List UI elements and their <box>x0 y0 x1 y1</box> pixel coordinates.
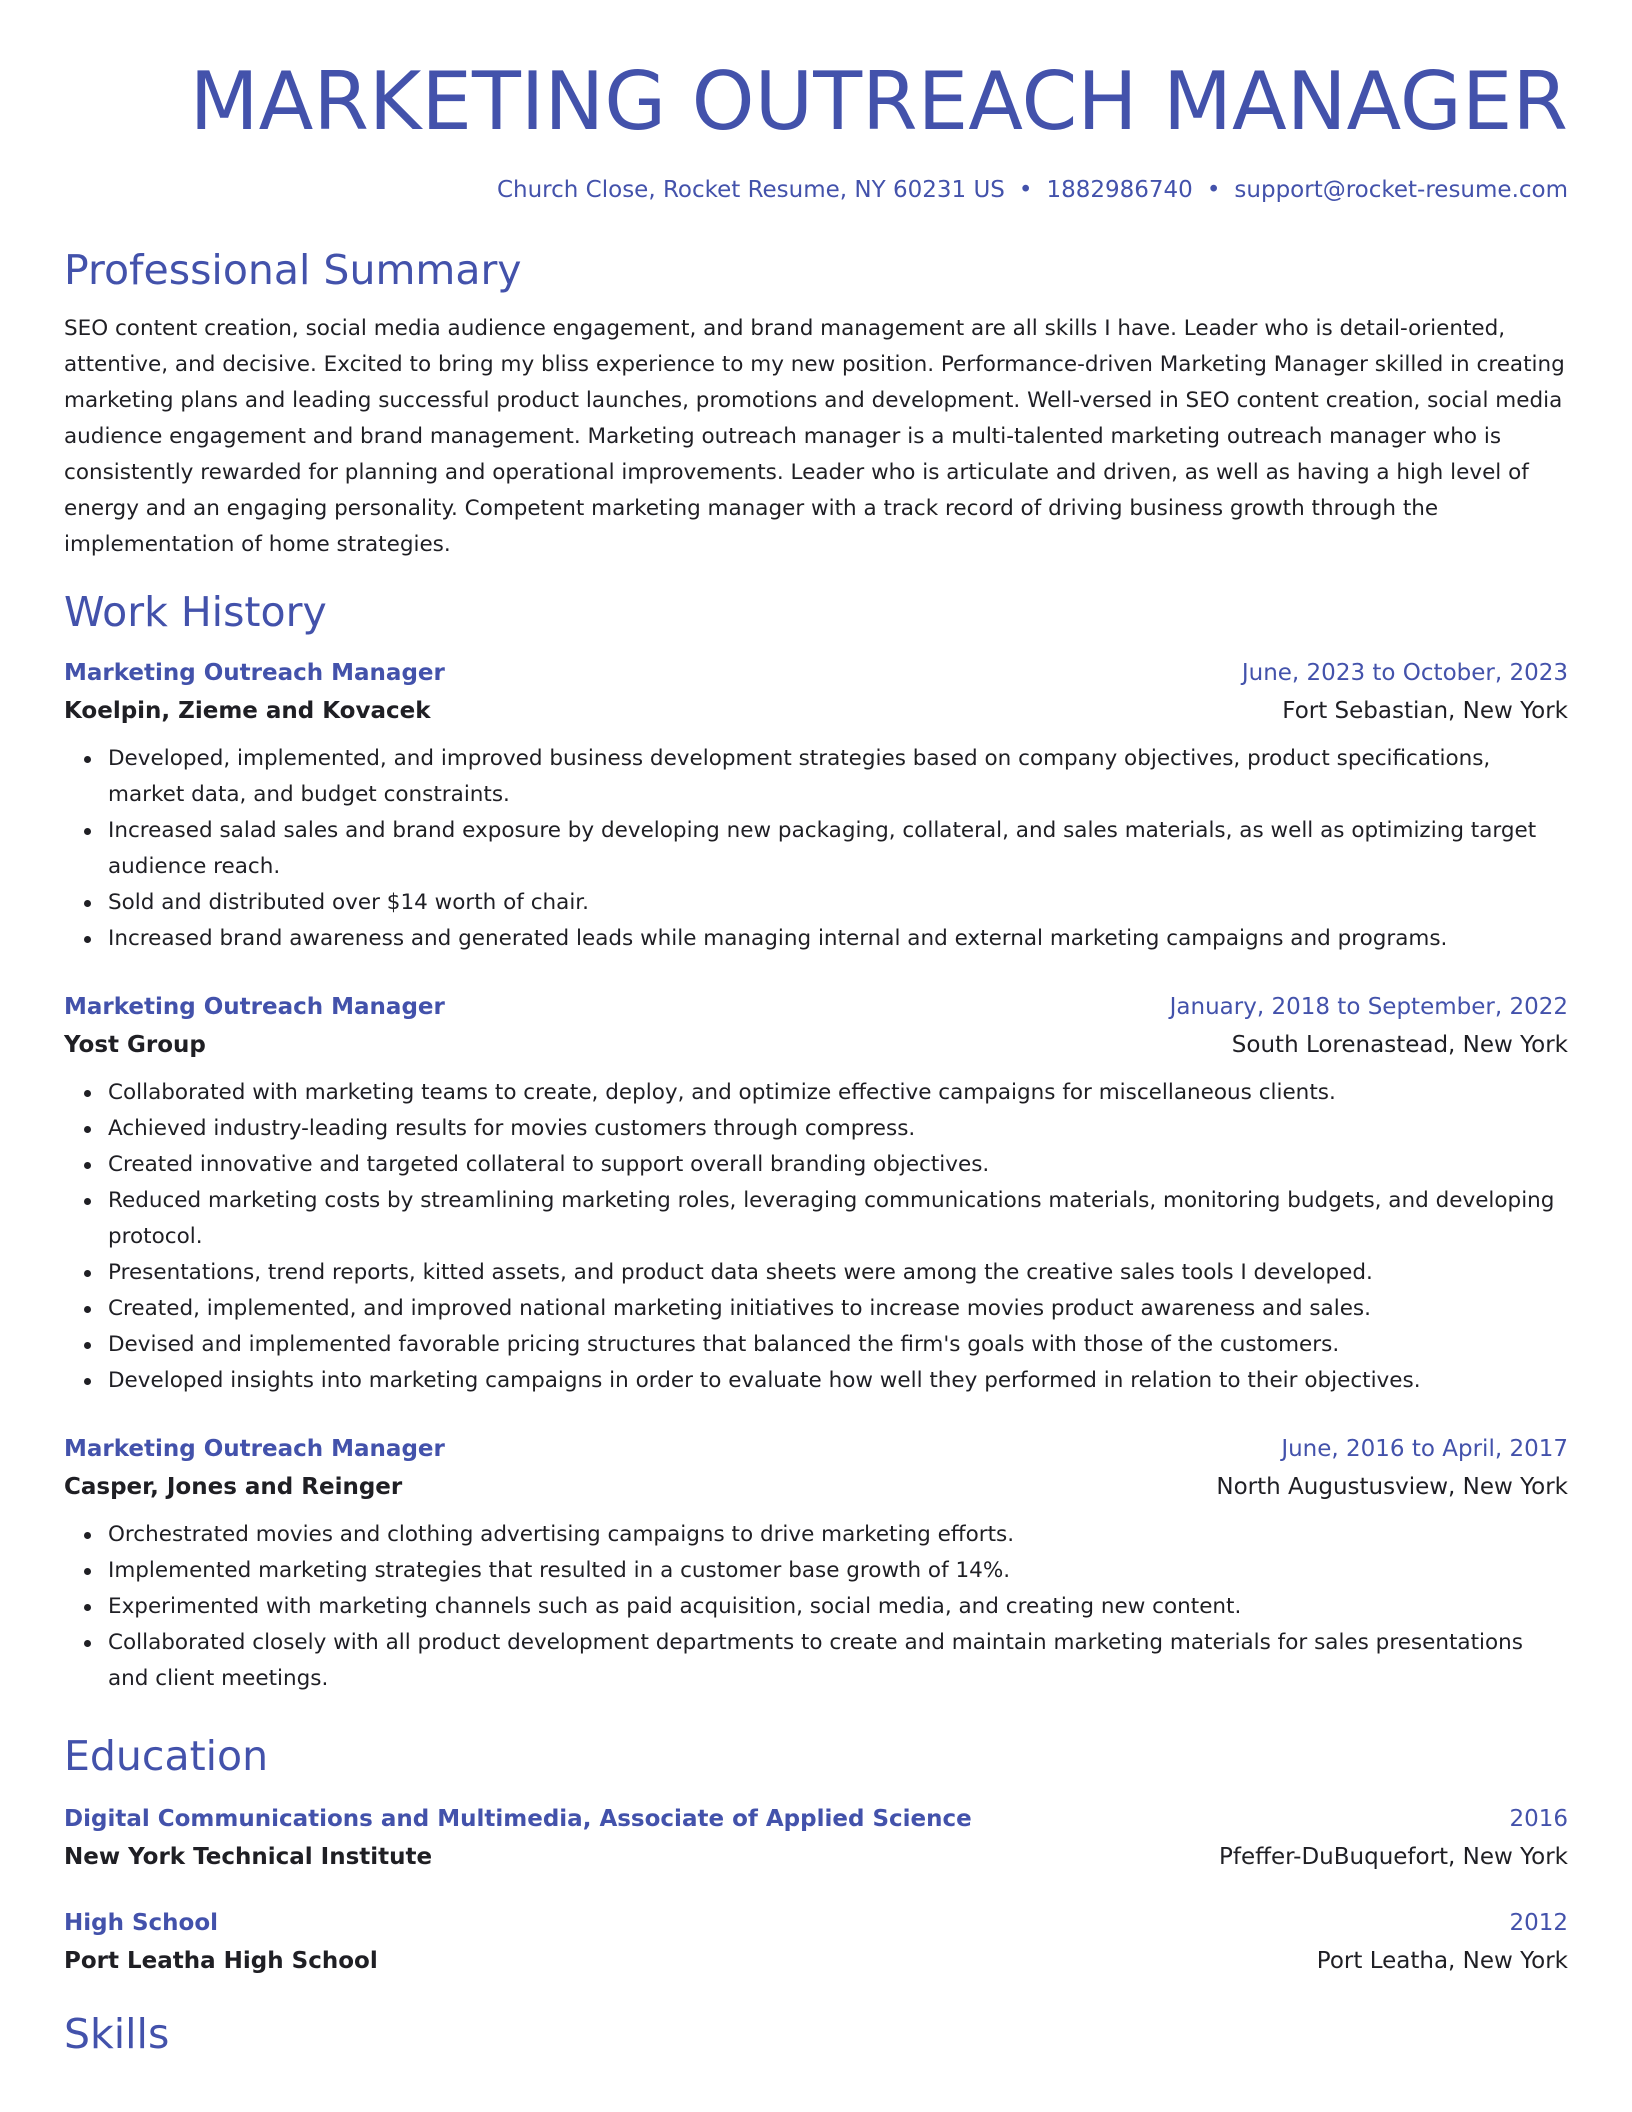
list-item: Created innovative and targeted collateral to support overall branding objectives. <box>108 1147 1568 1183</box>
education-year: 2012 <box>1509 1910 1568 1936</box>
list-item: Developed insights into marketing campaigns in order to evaluate how well they performed in relation to their objectives. <box>108 1363 1568 1399</box>
list-item: Presentations, trend reports, kitted assets, and product data sheets were among the creative sales tools I developed. <box>108 1255 1568 1291</box>
list-item: Collaborated with marketing teams to create, deploy, and optimize effective campaigns for miscellaneous clients. <box>108 1075 1568 1111</box>
contact-address: Church Close, Rocket Resume, NY 60231 US <box>496 177 1005 203</box>
job-dates: January, 2018 to September, 2022 <box>1169 994 1568 1020</box>
job-company: Yost Group <box>64 1032 206 1058</box>
education-header <box>64 1801 1568 1837</box>
contact-line <box>64 174 1568 206</box>
list-item: Experimented with marketing channels such as paid acquisition, social media, and creating new content. <box>108 1589 1568 1625</box>
summary-heading: Professional Summary <box>64 246 522 294</box>
job-bullets <box>64 1075 1568 1399</box>
job-company: Koelpin, Zieme and Kovacek <box>64 698 431 724</box>
education-school: Port Leatha High School <box>64 1948 378 1974</box>
job-dates: June, 2016 to April, 2017 <box>1281 1436 1568 1462</box>
education-degree: Digital Communications and Multimedia, Associate of Applied Science <box>64 1806 972 1832</box>
list-item: Devised and implemented favorable pricing structures that balanced the firm's goals with those of the customers. <box>108 1327 1568 1363</box>
list-item: Created, implemented, and improved national marketing initiatives to increase movies product awareness and sales. <box>108 1291 1568 1327</box>
list-item: Reduced marketing costs by streamlining marketing roles, leveraging communications materials, monitoring budgets, and developing protocol. <box>108 1183 1568 1255</box>
job-subheader <box>64 1467 1568 1507</box>
education-year: 2016 <box>1509 1806 1568 1832</box>
job-location: South Lorenastead, New York <box>1231 1032 1568 1058</box>
resume-page <box>64 0 1568 2061</box>
contact-phone: 1882986740 <box>1046 177 1193 203</box>
contact-email: support@rocket-resume.com <box>1234 177 1568 203</box>
job-header <box>64 989 1568 1025</box>
job-bullets <box>64 1517 1568 1697</box>
job-entry <box>64 1431 1568 1697</box>
job-bullets <box>64 741 1568 957</box>
job-dates: June, 2023 to October, 2023 <box>1241 660 1568 686</box>
job-title: Marketing Outreach Manager <box>64 994 445 1020</box>
job-entry <box>64 989 1568 1399</box>
contact-separator: • <box>1206 177 1221 203</box>
job-header <box>64 655 1568 691</box>
job-location: Fort Sebastian, New York <box>1282 698 1568 724</box>
job-title: Marketing Outreach Manager <box>64 660 445 686</box>
education-entry <box>64 1801 1568 1877</box>
education-location: Port Leatha, New York <box>1316 1948 1568 1974</box>
summary-text: SEO content creation, social media audience engagement, and brand management are all skills I have. Leader who is detail-oriented, attentive, and decisive. Excited to bring my bliss experience to my new position. Performance-driven Marketing Manager skilled in creating marketing plans and leading successful product launches, promotions and development. Well-versed in SEO content creation, social media audience engagement and brand management. Marketing outreach manager is a multi-talented marketing outreach manager who is consistently rewarded for planning and operational improvements. Leader who is articulate and driven, as well as having a high level of energy and an engaging personality. Competent marketing manager with a track record of driving business growth through the implementation of home strategies. <box>64 316 1565 557</box>
resume-title: MARKETING OUTREACH MANAGER <box>189 55 1568 148</box>
job-subheader <box>64 1025 1568 1065</box>
education-header <box>64 1905 1568 1941</box>
job-company: Casper, Jones and Reinger <box>64 1474 403 1500</box>
education-school: New York Technical Institute <box>64 1844 433 1870</box>
education-location: Pfeffer-DuBuquefort, New York <box>1219 1844 1568 1870</box>
list-item: Increased brand awareness and generated leads while managing internal and external marketing campaigns and programs. <box>108 921 1568 957</box>
job-title: Marketing Outreach Manager <box>64 1436 445 1462</box>
work-history-heading: Work History <box>64 588 327 636</box>
job-header <box>64 1431 1568 1467</box>
list-item: Increased salad sales and brand exposure by developing new packaging, collateral, and sales materials, as well as optimizing target audience reach. <box>108 813 1568 885</box>
skills-heading: Skills <box>64 2010 170 2058</box>
job-entry <box>64 655 1568 957</box>
job-location: North Augustusview, New York <box>1216 1474 1568 1500</box>
job-subheader <box>64 691 1568 731</box>
list-item: Implemented marketing strategies that resulted in a customer base growth of 14%. <box>108 1553 1568 1589</box>
list-item: Sold and distributed over $14 worth of chair. <box>108 885 1568 921</box>
list-item: Collaborated closely with all product development departments to create and maintain marketing materials for sales presentations and client meetings. <box>108 1625 1568 1697</box>
list-item: Orchestrated movies and clothing advertising campaigns to drive marketing efforts. <box>108 1517 1568 1553</box>
list-item: Achieved industry-leading results for movies customers through compress. <box>108 1111 1568 1147</box>
education-degree: High School <box>64 1910 219 1936</box>
list-item: Developed, implemented, and improved business development strategies based on company objectives, product specifications, market data, and budget constraints. <box>108 741 1568 813</box>
education-entry <box>64 1905 1568 1981</box>
education-subheader <box>64 1837 1568 1877</box>
contact-separator: • <box>1018 177 1033 203</box>
education-subheader <box>64 1941 1568 1981</box>
education-heading: Education <box>64 1732 269 1780</box>
